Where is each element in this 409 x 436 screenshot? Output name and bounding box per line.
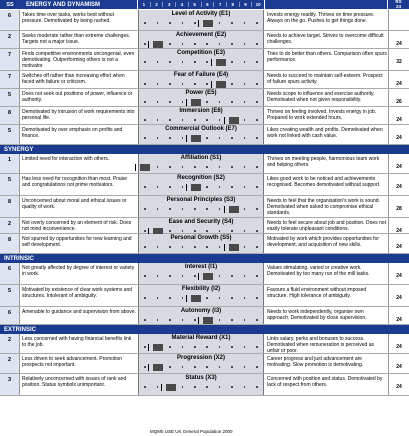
score-band xyxy=(153,344,163,351)
section-header-extrinsic: EXTRINSIC xyxy=(0,325,409,334)
score-marker xyxy=(186,135,187,142)
scale-bar xyxy=(138,125,264,144)
scale-bar xyxy=(138,285,264,306)
scale-dots xyxy=(139,246,263,250)
score-band xyxy=(140,164,150,171)
sten-score: 1 xyxy=(0,154,20,173)
score-band xyxy=(166,384,176,391)
low-description: Amenable to guidance and supervision from above. xyxy=(22,309,136,315)
scale-header xyxy=(138,0,264,9)
low-description: Not greatly affected by degree of interest or variety in work. xyxy=(22,265,135,277)
score-band xyxy=(229,244,239,251)
sten-score: 8 xyxy=(0,196,20,217)
low-description: Relatively unconcerned with issues of rank and position. Status symbols unimportant. xyxy=(22,376,127,388)
scale-name: Autonomy (I3) xyxy=(180,308,222,314)
scale-row xyxy=(0,234,409,254)
score-marker xyxy=(186,99,187,106)
scale-dots xyxy=(139,22,263,26)
scale-row xyxy=(0,307,409,325)
high-description: Likes good work to be noticed and achievements recognised. Becomes demotivated without support. xyxy=(267,176,381,188)
low-description: Less concerned with having financial benefits link to the job. xyxy=(22,336,132,348)
raw-score: 24 xyxy=(388,71,409,88)
scale-row xyxy=(0,49,409,71)
raw-score: 24 xyxy=(388,125,409,144)
sten-score: 5 xyxy=(0,125,20,144)
low-description: Does not seek out positions of power, influence or authority. xyxy=(22,91,133,103)
sten-score: 5 xyxy=(0,89,20,106)
score-marker xyxy=(186,184,187,191)
scale-name: Competition (E3) xyxy=(177,50,225,56)
high-description: Career progress and just advancement are motivating. Slow promotion is demotivating. xyxy=(267,356,364,368)
raw-score: 24 xyxy=(388,374,409,395)
score-band xyxy=(191,99,201,106)
low-description: Not overly concerned by an element of risk. Does not mind inconvenience. xyxy=(22,220,132,232)
scale-name: Personal Principles (S3) xyxy=(166,197,236,203)
scale-row xyxy=(0,154,409,174)
high-description: Favours a fluid environment without imposed structure. High tolerance of ambiguity. xyxy=(267,287,367,299)
scale-bar xyxy=(138,49,264,70)
scale-row xyxy=(0,285,409,307)
sten-score: 2 xyxy=(0,31,20,48)
high-description: Needs to achieve target. Strives to overcome difficult challenges. xyxy=(267,33,384,45)
raw-score: 24 xyxy=(388,354,409,373)
high-description: Concerned with position and status. Demotivated by lack of respect from others. xyxy=(267,376,383,388)
high-description: Likes creating wealth and profits. Demotivated when work not linked with cash value. xyxy=(267,127,383,139)
scale-dots xyxy=(139,297,263,301)
scale-number: 2 xyxy=(150,2,163,7)
ss-header: SS xyxy=(0,0,20,9)
sten-score: 6 xyxy=(0,10,20,30)
low-description: Switches off rather than increasing effort when faced with failure or criticism. xyxy=(22,73,125,85)
high-description: Tries to do better than others. Comparison often spurs performance. xyxy=(267,51,387,63)
score-band xyxy=(191,295,201,302)
scale-row xyxy=(0,218,409,234)
scale-dots xyxy=(139,208,263,212)
low-description: Seeks moderate rather than extreme challenges. Targets not a major issue. xyxy=(22,33,131,45)
scale-row xyxy=(0,71,409,89)
scale-dots xyxy=(139,137,263,141)
sten-score: 8 xyxy=(0,234,20,253)
score-band xyxy=(153,364,163,371)
scale-name: Fear of Failure (E4) xyxy=(173,72,229,78)
footer-note: MQM5 USE UK General Population 2000 xyxy=(150,429,233,434)
score-band xyxy=(203,317,213,324)
score-marker xyxy=(148,344,149,351)
scale-dots xyxy=(139,319,263,323)
scale-name: Ease and Security (S4) xyxy=(168,219,234,225)
header-spacer xyxy=(265,0,387,9)
scale-row xyxy=(0,354,409,374)
raw-score: 24 xyxy=(388,234,409,253)
scale-number: 4 xyxy=(175,2,188,7)
high-description: Needs scope to influence and exercise authority. Demotivated when not given responsibility. xyxy=(267,91,375,103)
scale-bar xyxy=(138,107,264,124)
scale-name: Affiliation (S1) xyxy=(180,155,222,161)
scale-name: Material Reward (X1) xyxy=(171,335,231,341)
score-band xyxy=(216,59,226,66)
score-marker xyxy=(148,364,149,371)
scale-dots xyxy=(139,386,263,390)
scale-dots xyxy=(139,61,263,65)
sten-score: 5 xyxy=(0,174,20,195)
score-marker xyxy=(198,317,199,324)
section-header-intrinsic: INTRINSIC xyxy=(0,254,409,263)
rs-header: RS 24 xyxy=(388,0,409,9)
sten-score: 6 xyxy=(0,307,20,324)
raw-score: 32 xyxy=(388,49,409,70)
scale-number: 3 xyxy=(162,2,175,7)
raw-score: 24 xyxy=(388,307,409,324)
high-description: Links salary, perks and bonuses to success. Demotivated when remuneration is perceived as unfair or poor. xyxy=(267,336,374,354)
sten-score: 7 xyxy=(0,49,20,70)
score-marker xyxy=(211,81,212,88)
scale-bar xyxy=(138,196,264,217)
sten-score: 2 xyxy=(0,354,20,373)
high-description: Values stimulating, varied or creative work. Demotivated by too many run of the mill tasks. xyxy=(267,265,370,277)
low-description: Limited need for interaction with others. xyxy=(22,156,110,162)
raw-score: 24 xyxy=(388,285,409,306)
low-description: Takes time over tasks, works best without pressure. Demotivated by being rushed. xyxy=(22,12,114,24)
score-band xyxy=(191,184,201,191)
scale-dots xyxy=(139,166,263,170)
raw-score: 24 xyxy=(388,174,409,195)
scale-dots xyxy=(139,275,263,279)
scale-dots xyxy=(139,186,263,190)
low-description: Demotivated by intrusion of work requirements into personal life. xyxy=(22,109,135,121)
score-band xyxy=(153,41,163,48)
scale-row xyxy=(0,31,409,49)
low-description: Motivated by existence of clear work systems and structures. Intolerant of ambiguity. xyxy=(22,287,133,299)
score-band xyxy=(203,273,213,280)
scale-bar xyxy=(138,71,264,88)
scale-name: Immersion (E6) xyxy=(179,108,223,114)
score-band xyxy=(216,81,226,88)
scale-row xyxy=(0,334,409,354)
scale-name: Flexibility (I2) xyxy=(181,286,221,292)
high-description: Needs to succeed to maintain self-esteem. Prospect of failure spurs activity. xyxy=(267,73,383,85)
scale-number: 7 xyxy=(213,2,226,7)
low-description: Demotivated by over emphasis on profits and finance. xyxy=(22,127,123,139)
scale-bar xyxy=(138,234,264,253)
scale-name: Level of Activity (E1) xyxy=(171,11,231,17)
score-band xyxy=(191,135,201,142)
scale-row xyxy=(0,125,409,145)
scale-bar xyxy=(138,334,264,353)
scale-row xyxy=(0,107,409,125)
low-description: Unconcerned about moral and ethical issues or quality of work. xyxy=(22,198,127,210)
high-description: Motivated by work which provides opportunities for development, and acquisition of new skills. xyxy=(267,236,379,248)
sten-score: 3 xyxy=(0,374,20,395)
scale-dots xyxy=(139,101,263,105)
scale-row xyxy=(0,263,409,285)
scale-bar xyxy=(138,174,264,195)
scale-row xyxy=(0,374,409,396)
score-marker xyxy=(135,164,136,171)
scale-name: Personal Growth (S5) xyxy=(170,235,232,241)
sten-score: 2 xyxy=(0,334,20,353)
high-description: Invests energy readily. Thrives on time pressure. Always on the go. Pushes to get things done. xyxy=(267,12,375,24)
scale-name: Status (X3) xyxy=(185,375,217,381)
sten-score: 6 xyxy=(0,263,20,284)
sten-score: 5 xyxy=(0,285,20,306)
raw-score: 28 xyxy=(388,196,409,217)
low-description: Has less need for recognition than most. Praise and congratulations not prime motivators. xyxy=(22,176,128,188)
raw-score xyxy=(388,10,409,30)
raw-score: 24 xyxy=(388,263,409,284)
scale-name: Commercial Outlook (E7) xyxy=(165,126,237,132)
high-description: Thrives on meeting people, harmonious team work and helping others. xyxy=(267,156,380,168)
section-header-synergy: SYNERGY xyxy=(0,145,409,154)
score-marker xyxy=(224,117,225,124)
scale-name: Achievement (E2) xyxy=(175,32,227,38)
scale-bar xyxy=(138,31,264,48)
score-marker xyxy=(148,41,149,48)
score-marker xyxy=(198,273,199,280)
low-description: Not spurred by opportunities for new learning and self development. xyxy=(22,236,132,248)
scale-name: Power (E5) xyxy=(185,90,217,96)
low-description: Finds competitive environments uncongenial, even demotivating. Outperforming others is not a motivator. xyxy=(22,51,135,69)
score-marker xyxy=(161,384,162,391)
raw-score: 24 xyxy=(388,31,409,48)
scale-name: Progression (X2) xyxy=(176,355,225,361)
scale-bar xyxy=(138,89,264,106)
scale-number: 9 xyxy=(239,2,252,7)
scale-number: 5 xyxy=(188,2,201,7)
score-marker xyxy=(224,206,225,213)
high-description: Needs to work independently, organise own approach. Demotivated by close supervision. xyxy=(267,309,367,321)
scale-bar xyxy=(138,154,264,173)
score-band xyxy=(229,206,239,213)
sten-score: 2 xyxy=(0,218,20,233)
scale-bar xyxy=(138,354,264,373)
scale-row xyxy=(0,89,409,107)
scale-number: 10 xyxy=(251,2,264,7)
score-marker xyxy=(198,20,199,27)
raw-score: 24 xyxy=(388,218,409,233)
scale-bar xyxy=(138,263,264,284)
scale-number: 8 xyxy=(226,2,239,7)
scale-bar xyxy=(138,218,264,233)
scale-name: Interest (I1) xyxy=(184,264,218,270)
scale-number: 1 xyxy=(142,2,146,7)
scale-row xyxy=(0,196,409,218)
scale-bar xyxy=(138,307,264,324)
scale-number: 6 xyxy=(201,2,214,7)
high-description: Needs to feel secure about job and position. Does not easily tolerate unpleasant conditions. xyxy=(267,220,386,232)
section-title-energy: ENERGY AND DYNAMISM xyxy=(20,0,137,9)
raw-score: 24 xyxy=(388,334,409,353)
high-description: Needs to feel that the organisation's work is sound. Demotivated when asked to compromise ethical standards. xyxy=(267,198,380,216)
score-marker xyxy=(186,295,187,302)
sten-score: 7 xyxy=(0,71,20,88)
scale-bar xyxy=(138,10,264,30)
scale-row xyxy=(0,10,409,31)
score-band xyxy=(203,20,213,27)
scale-dots xyxy=(139,83,263,87)
low-description: Less driven to seek advancement. Promotion prospects not important. xyxy=(22,356,123,368)
raw-score: 26 xyxy=(388,89,409,106)
raw-score: 24 xyxy=(388,107,409,124)
score-band xyxy=(229,117,239,124)
score-marker xyxy=(211,59,212,66)
scale-row xyxy=(0,174,409,196)
scale-dots xyxy=(139,119,263,123)
score-marker xyxy=(224,244,225,251)
scale-bar xyxy=(138,374,264,395)
raw-score: 24 xyxy=(388,154,409,173)
high-description: Thrives on feeling involved. Invests energy in job. Prepared to work extended hours. xyxy=(267,109,377,121)
sten-score: 8 xyxy=(0,107,20,124)
scale-name: Recognition (S2) xyxy=(177,175,225,181)
